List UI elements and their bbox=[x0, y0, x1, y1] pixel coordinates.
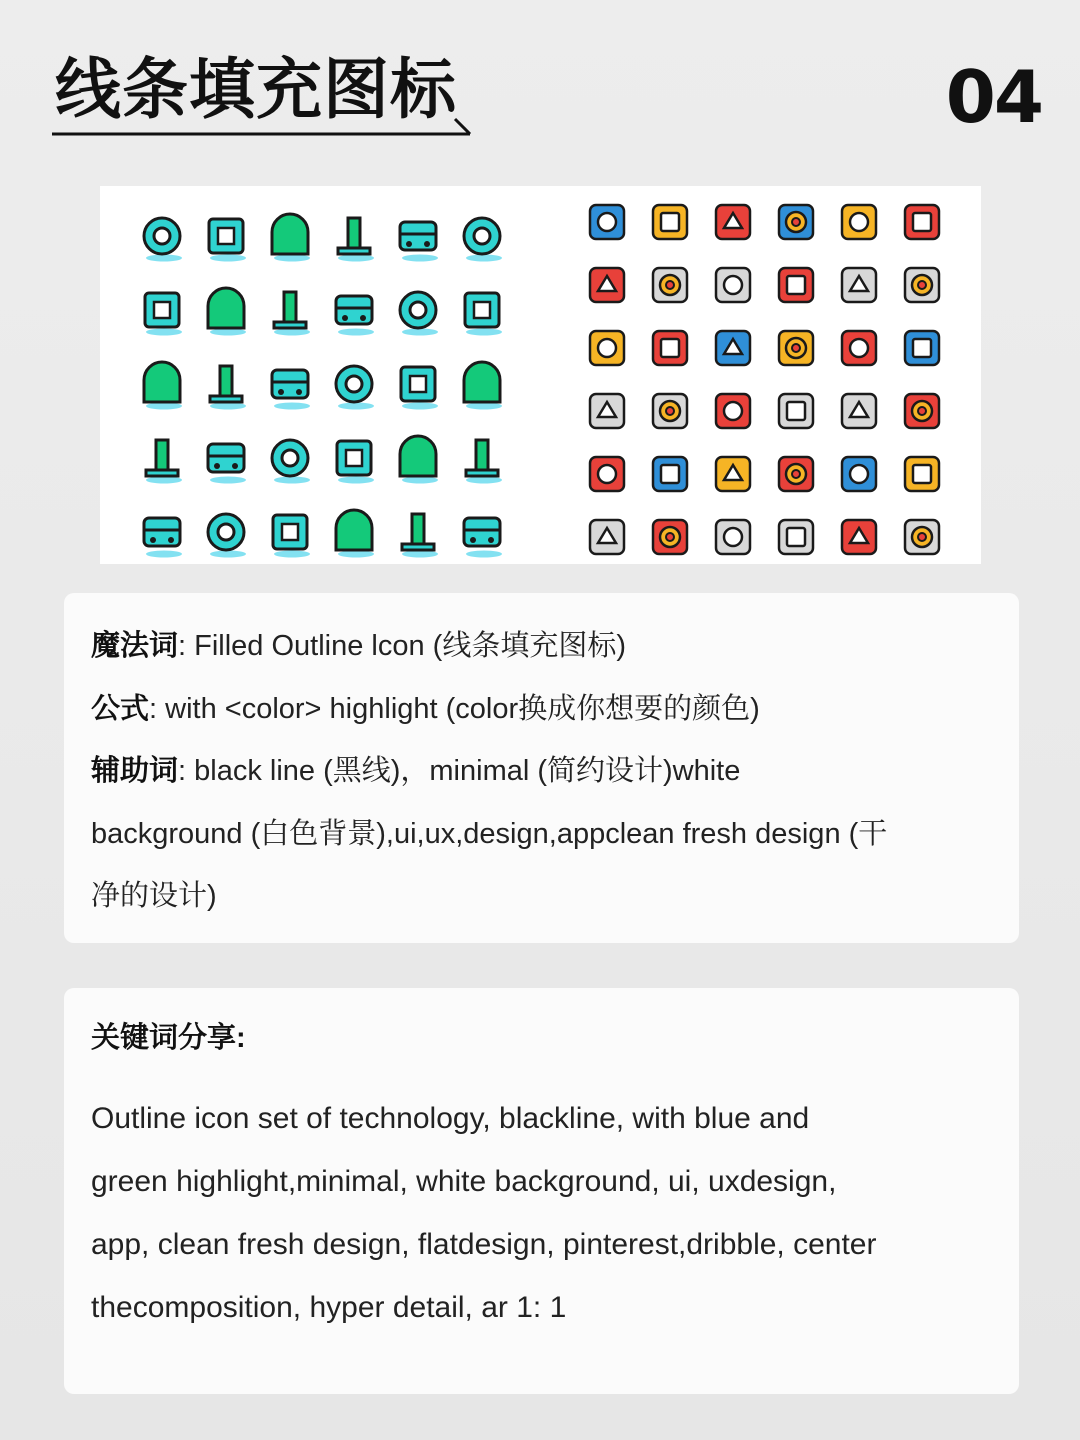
nine-icon bbox=[590, 394, 624, 428]
left-icon-panel bbox=[100, 186, 540, 564]
helper-text-1: : black line (黑线)，minimal (简约设计)white bbox=[178, 755, 741, 787]
note-icon bbox=[779, 457, 813, 491]
joystick-icon bbox=[208, 444, 246, 484]
printer-icon bbox=[336, 366, 374, 410]
house-icon bbox=[842, 205, 876, 239]
telephone-icon bbox=[464, 362, 502, 410]
battery-icon bbox=[465, 293, 502, 336]
helper-line-2: background (白色背景),ui,ux,design,appclean fresh design (干 bbox=[91, 817, 888, 850]
tube-icon bbox=[590, 457, 624, 491]
easel-icon bbox=[274, 292, 310, 336]
icon-showcase-image bbox=[100, 186, 981, 564]
luggage-icon bbox=[779, 268, 813, 302]
music-icon bbox=[779, 331, 813, 365]
map-icon bbox=[144, 362, 182, 410]
windmill-icon bbox=[272, 370, 310, 410]
header bbox=[0, 0, 1080, 180]
radio-icon bbox=[653, 394, 687, 428]
formula-label: 公式 bbox=[91, 692, 150, 725]
pie-icon bbox=[842, 457, 876, 491]
lollipop-icon bbox=[779, 520, 813, 554]
robot-icon bbox=[273, 515, 310, 558]
disc-icon bbox=[400, 292, 438, 336]
smiley-icon bbox=[716, 331, 750, 365]
wrench-icon bbox=[653, 331, 687, 365]
keywords-card bbox=[64, 988, 1019, 1394]
magic-words-card bbox=[64, 593, 1019, 943]
record-icon bbox=[779, 205, 813, 239]
page-title: 线条填充图标 bbox=[55, 51, 457, 128]
bear-icon bbox=[842, 394, 876, 428]
pillar-icon bbox=[144, 218, 182, 262]
webcam-icon bbox=[466, 440, 502, 484]
tag-icon bbox=[590, 331, 624, 365]
lamp-icon bbox=[337, 441, 374, 484]
handshake-icon bbox=[145, 293, 182, 336]
keywords-body-3: app, clean fresh design, flatdesign, pinterest,dribble, center bbox=[91, 1228, 877, 1261]
keywords-body-4: thecomposition, hyper detail, ar 1: 1 bbox=[91, 1291, 567, 1324]
right-icon-panel bbox=[560, 186, 981, 564]
keywords-body-1: Outline icon set of technology, blackline, with blue and bbox=[91, 1102, 810, 1135]
globe-badge-icon bbox=[590, 205, 624, 239]
pause-icon bbox=[905, 394, 939, 428]
title-underline bbox=[52, 116, 476, 138]
stairs-icon bbox=[779, 394, 813, 428]
paw-icon bbox=[716, 394, 750, 428]
helper-line bbox=[91, 740, 992, 803]
wave-icon bbox=[272, 440, 310, 484]
magic-word-line bbox=[91, 615, 992, 678]
ring-chart-icon bbox=[208, 288, 246, 336]
rocket-icon bbox=[590, 520, 624, 554]
shopping-bag-icon bbox=[146, 440, 182, 484]
keywords-body-2: green highlight,minimal, white background, ui, uxdesign, bbox=[91, 1165, 837, 1198]
box-icon bbox=[338, 218, 374, 262]
drawer-icon bbox=[590, 268, 624, 302]
shield-icon bbox=[905, 268, 939, 302]
helper-line-3: 净的设计) bbox=[91, 880, 217, 912]
compass-icon bbox=[905, 457, 939, 491]
speaker-icon bbox=[336, 510, 374, 558]
arch-icon bbox=[400, 222, 438, 262]
bus-icon bbox=[464, 218, 502, 262]
bookmark-icon bbox=[905, 331, 939, 365]
gas-mask-icon bbox=[144, 518, 182, 558]
tools-icon bbox=[402, 514, 438, 558]
keywords-heading: 关键词分享: bbox=[91, 1022, 246, 1054]
helmet-icon bbox=[401, 367, 438, 410]
coin-icon bbox=[716, 205, 750, 239]
safe-icon bbox=[464, 518, 502, 558]
frame-icon bbox=[210, 366, 246, 410]
magic-word-label: 魔法词 bbox=[91, 630, 179, 662]
backpack-icon bbox=[653, 520, 687, 554]
heart-icon bbox=[905, 205, 939, 239]
pin-icon bbox=[842, 268, 876, 302]
dial-icon bbox=[272, 214, 310, 262]
elephant-icon bbox=[842, 520, 876, 554]
helper-label: 辅助词 bbox=[91, 755, 179, 787]
headset-icon bbox=[716, 268, 750, 302]
pill-icon bbox=[716, 520, 750, 554]
sun-icon bbox=[905, 520, 939, 554]
trophy-icon bbox=[653, 268, 687, 302]
formula-text: : with <color> highlight (color换成你想要的颜色) bbox=[149, 692, 760, 725]
magic-word-text: : Filled Outline lcon (线条填充图标) bbox=[178, 630, 627, 662]
valve-icon bbox=[400, 436, 438, 484]
target-icon bbox=[209, 219, 246, 262]
formula-line bbox=[91, 678, 992, 741]
folder-icon bbox=[716, 457, 750, 491]
chip-icon bbox=[653, 205, 687, 239]
plant-icon bbox=[653, 457, 687, 491]
page-number: 04 bbox=[945, 55, 1042, 139]
monitor-icon bbox=[208, 514, 246, 558]
server-icon bbox=[842, 331, 876, 365]
factory-icon bbox=[336, 296, 374, 336]
